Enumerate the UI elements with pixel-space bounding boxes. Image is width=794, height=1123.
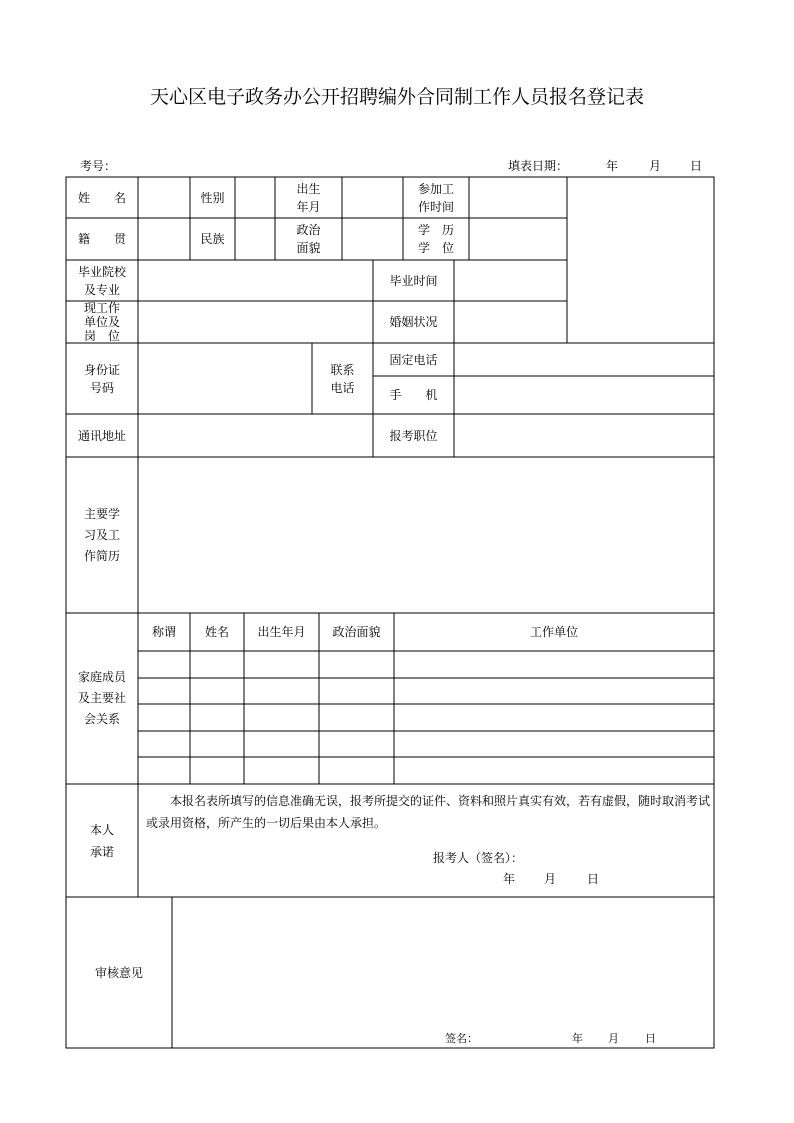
label-grad-time: 毕业时间 bbox=[389, 273, 438, 288]
label-political: 政治 面貌 bbox=[296, 223, 321, 255]
label-school: 毕业院校 及专业 bbox=[77, 264, 126, 297]
fill-date-year: 年 bbox=[606, 159, 619, 173]
label-work-start: 参加工 作时间 bbox=[417, 181, 454, 214]
review-month: 月 bbox=[608, 1032, 619, 1045]
label-position: 报考职位 bbox=[389, 428, 438, 443]
fill-date-month: 月 bbox=[649, 159, 662, 173]
label-birth: 出生 年月 bbox=[296, 181, 321, 214]
label-native: 籍 贯 bbox=[77, 232, 126, 246]
label-landline: 固定电话 bbox=[389, 352, 438, 367]
family-col-relation: 称谓 bbox=[151, 625, 176, 639]
review-year: 年 bbox=[572, 1032, 583, 1045]
review-day: 日 bbox=[645, 1032, 656, 1045]
label-contact: 联系 电话 bbox=[330, 362, 355, 395]
label-mobile: 手 机 bbox=[389, 388, 438, 402]
fill-date-day: 日 bbox=[690, 159, 703, 173]
exam-no-label: 考号： bbox=[80, 159, 117, 173]
promise-month: 月 bbox=[544, 872, 557, 886]
label-id-no: 身份证 号码 bbox=[83, 362, 120, 395]
label-review: 审核意见 bbox=[94, 965, 143, 980]
label-name: 姓 名 bbox=[77, 190, 126, 205]
label-promise: 本人 承诺 bbox=[89, 822, 114, 859]
family-col-name: 姓名 bbox=[204, 625, 229, 639]
review-sign-label: 签名： bbox=[445, 1032, 478, 1045]
family-col-political: 政治面貌 bbox=[332, 625, 381, 639]
family-col-work: 工作单位 bbox=[529, 625, 578, 639]
label-address: 通讯地址 bbox=[77, 428, 126, 443]
label-marital: 婚姻状况 bbox=[389, 315, 438, 329]
fill-date-label: 填表日期： bbox=[508, 159, 569, 173]
family-col-birth: 出生年月 bbox=[257, 625, 306, 639]
label-ethnicity: 民族 bbox=[200, 232, 225, 246]
label-current-work: 现工作 单位及 岗 位 bbox=[83, 301, 120, 343]
applicant-sign-label: 报考人（签名）： bbox=[433, 851, 524, 865]
label-resume: 主要学 习及工 作简历 bbox=[83, 506, 120, 563]
promise-year: 年 bbox=[503, 872, 516, 886]
label-gender: 性别 bbox=[200, 190, 225, 205]
promise-text: 本报名表所填写的信息准确无误，报考所提交的证件、资料和照片真实有效，若有虚假，随时取消考试或录用资格，所产生的一切后果由本人承担。 bbox=[146, 794, 711, 830]
form-title: 天心区电子政务办公开招聘编外合同制工作人员报名登记表 bbox=[149, 86, 644, 108]
label-education: 学 历 学 位 bbox=[417, 223, 454, 255]
promise-day: 日 bbox=[587, 872, 600, 886]
label-family: 家庭成员 及主要社 会关系 bbox=[77, 670, 126, 726]
